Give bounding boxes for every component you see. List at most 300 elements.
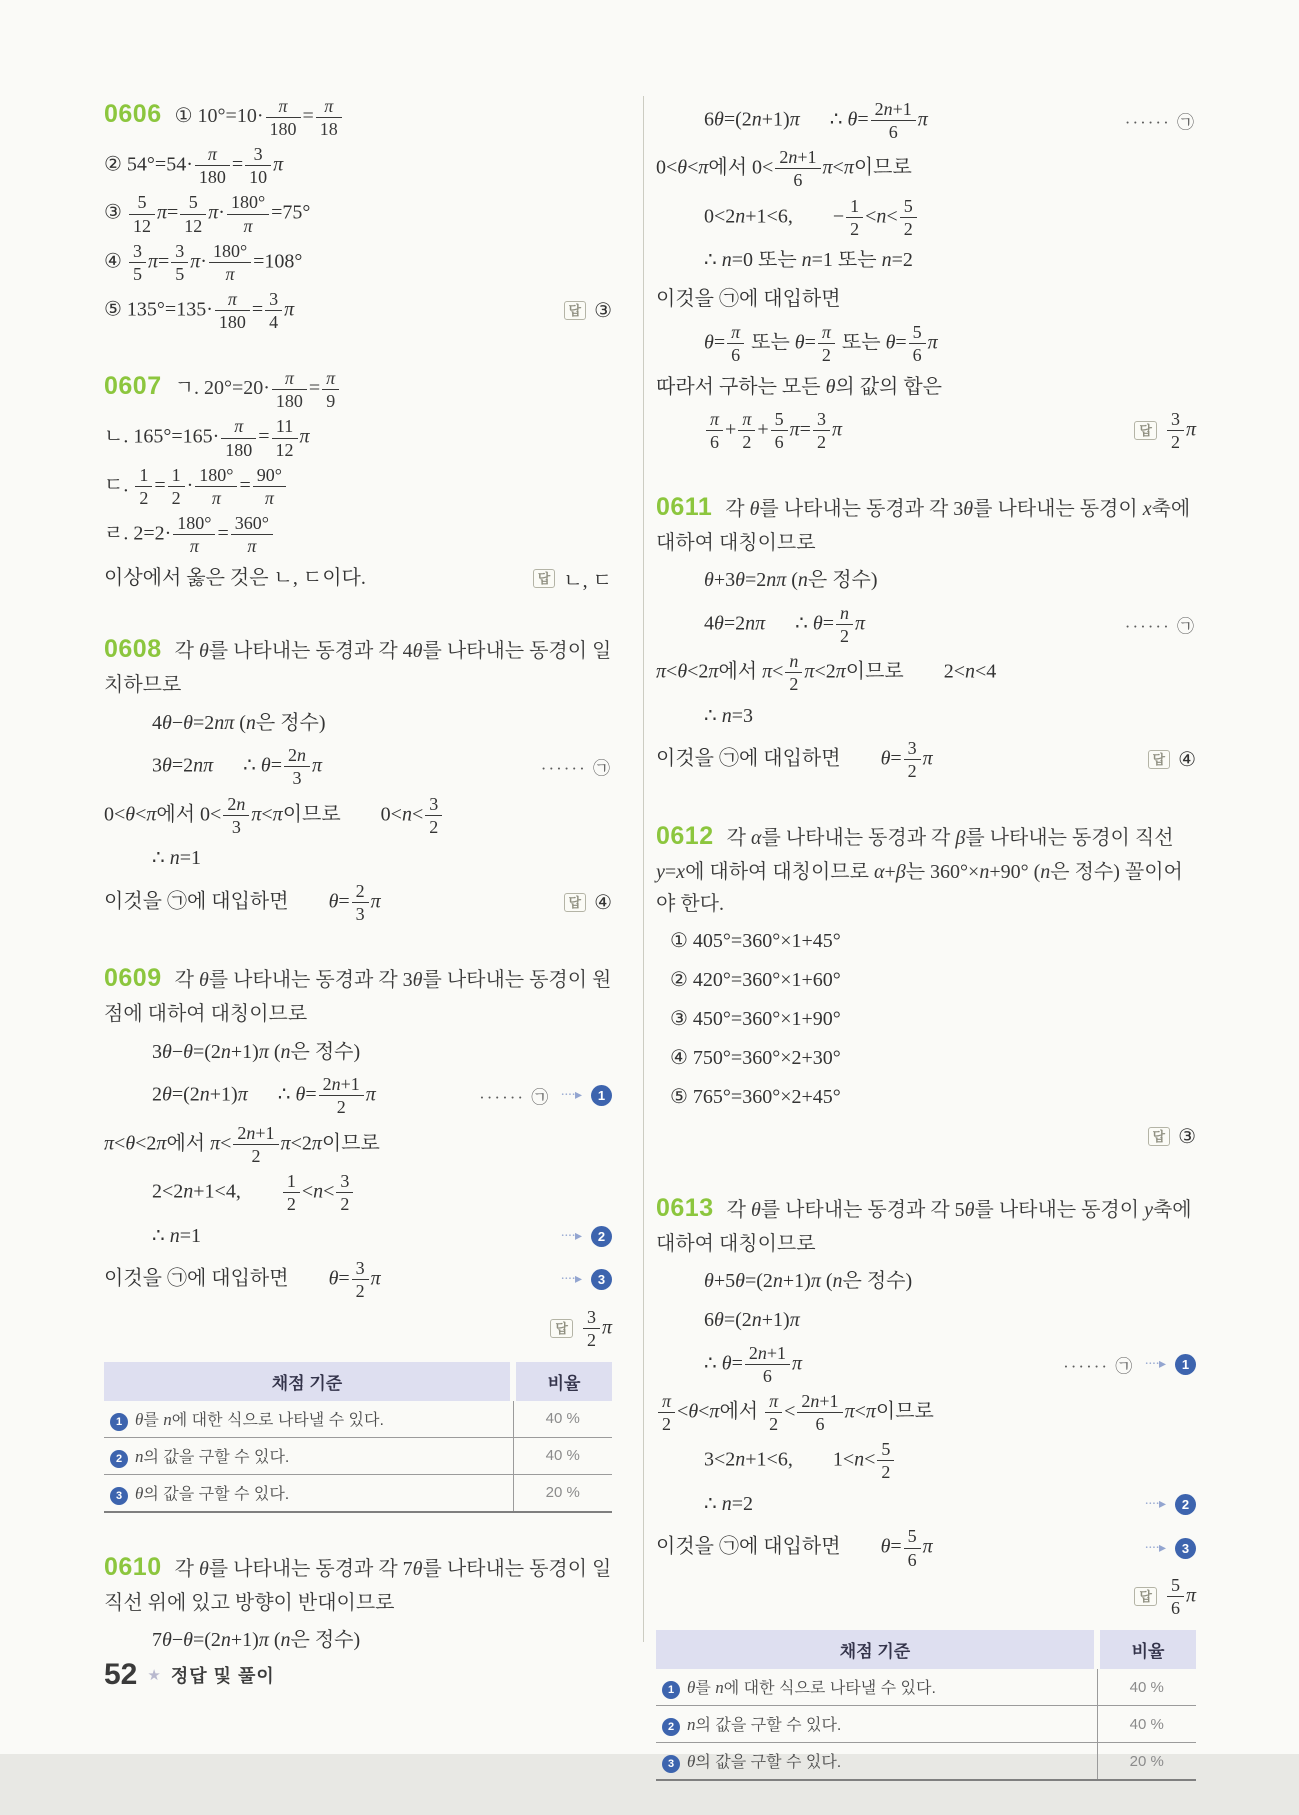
line-content: 이것을 ㉠에 대입하면 θ= $\frac{2}{3}$ π (104, 880, 381, 925)
math-italic: π (237, 1083, 248, 1106)
fraction-denominator: 2 (429, 816, 439, 837)
math-italic: π (280, 1131, 291, 1154)
math-italic: θ (847, 108, 858, 131)
fraction-denominator: 2 (789, 674, 799, 695)
math-italic: θ (183, 1629, 193, 1652)
fraction-numerator: 2n (223, 794, 249, 816)
math-italic: n (876, 204, 887, 227)
fraction-denominator: 2 (662, 1413, 672, 1434)
fraction-denominator: 2 (816, 432, 826, 453)
math-italic: n (735, 1448, 746, 1471)
math-italic: θ (677, 660, 688, 683)
table-row (104, 1474, 612, 1512)
grading-header-criteria: 채점 기준 (104, 1362, 513, 1401)
fraction (1167, 409, 1184, 452)
problem-heading (656, 816, 1196, 920)
answer-box-icon: 답 (564, 301, 587, 320)
math-italic: n (801, 249, 812, 272)
fraction (272, 416, 298, 459)
math-italic: π (708, 660, 719, 683)
step-badge-1: 1 (591, 1085, 612, 1106)
fraction (272, 368, 307, 411)
math-italic: θ (735, 569, 745, 592)
math-italic: β (895, 860, 906, 883)
math-italic: θ (260, 754, 271, 777)
math-italic: π (821, 321, 831, 342)
step-badge-1: 1 (110, 1413, 128, 1431)
math-italic: n (1040, 860, 1051, 883)
math-italic: π (789, 108, 800, 131)
equation-line (656, 603, 1196, 646)
math-italic: θ (812, 611, 823, 634)
grading-table-header (656, 1630, 1196, 1669)
math-italic: π (843, 156, 854, 179)
fraction-denominator: 180 (275, 391, 303, 412)
math-italic: θ (412, 640, 423, 663)
math-italic: θ (328, 1267, 339, 1290)
math-italic: θ (687, 1678, 696, 1698)
fraction-denominator: 3 (292, 768, 302, 789)
problem-number: 0606 (104, 100, 162, 128)
math-italic: θ (687, 1752, 696, 1772)
line-content: ㄹ. 2=2· $\frac{180^\circ}{\pi}$ = $\frac{360^\circ}{\pi}$ (104, 513, 275, 556)
fraction-numerator: 2 (352, 881, 369, 903)
text-line (656, 1526, 1196, 1569)
text-line (104, 144, 612, 187)
problem-number: 0612 (656, 821, 714, 850)
reference-mark: ······ ㉠ (1124, 113, 1196, 133)
fraction (171, 241, 188, 284)
equation-line (656, 1487, 1196, 1521)
math-italic: π (284, 298, 295, 321)
answer-value: ③ (594, 300, 612, 323)
line-right-group (1132, 1538, 1196, 1559)
fraction-numerator: 5 (877, 1439, 894, 1461)
answer-line (656, 1575, 1196, 1618)
line-right-group (1136, 1124, 1197, 1149)
math-italic: n (715, 1678, 724, 1698)
fraction-denominator: 6 (815, 1413, 825, 1434)
equation-line (656, 409, 1196, 452)
fraction (900, 196, 917, 239)
math-italic: n (721, 704, 732, 727)
math-italic: π (264, 487, 274, 508)
fraction (231, 513, 273, 556)
math-italic: π (365, 1083, 376, 1106)
step-badge-1: 1 (1175, 1354, 1196, 1375)
fraction-denominator: 9 (326, 391, 336, 412)
math-italic: θ (412, 969, 423, 992)
math-italic: n (883, 99, 893, 119)
math-italic: π (247, 536, 257, 557)
fraction-denominator: 180 (198, 167, 226, 188)
fraction-numerator: 1 (135, 465, 152, 487)
math-italic: π (207, 144, 217, 165)
math-italic: θ (198, 640, 209, 663)
grading-table-body (104, 1401, 612, 1512)
line-content: 이것을 ㉠에 대입하면 θ= $\frac{3}{2}$ π (656, 738, 933, 782)
fraction-denominator: 6 (912, 345, 922, 366)
fraction-denominator: 2 (171, 487, 181, 508)
math-italic: π (854, 611, 866, 634)
fraction (1167, 1575, 1184, 1618)
fraction-numerator (272, 368, 307, 390)
step-badge-3: 3 (110, 1487, 128, 1505)
text-line (656, 283, 1196, 317)
step-badge-3: 3 (662, 1755, 680, 1773)
math-italic: π (1185, 418, 1196, 441)
equation-line (104, 1624, 612, 1658)
fraction (583, 1307, 600, 1350)
step-badge-2: 2 (591, 1226, 612, 1247)
text-line (104, 465, 612, 508)
line-content: 3θ−θ=(2n+1)π (n은 정수) (152, 1040, 361, 1063)
fraction (129, 192, 155, 235)
math-italic: n (721, 249, 732, 272)
line-content: 이것을 ㉠에 대입하면 θ= $\frac{5}{6}$ π (656, 1526, 933, 1570)
math-italic: n (183, 1180, 194, 1203)
math-italic: n (832, 1270, 843, 1292)
reference-mark: ······ ㉠ (1124, 616, 1196, 636)
fraction-numerator: 3 (129, 241, 146, 263)
problem-heading (104, 629, 612, 701)
line-content: 6θ=(2n+1)π (704, 1309, 800, 1331)
fraction (336, 1171, 353, 1214)
fraction (129, 241, 146, 284)
math-italic: n (839, 602, 849, 623)
table-row (104, 1401, 612, 1438)
fraction (785, 651, 802, 694)
math-italic: π (234, 416, 244, 437)
math-italic: n (163, 1409, 172, 1429)
text-line (104, 241, 612, 284)
fraction-numerator (195, 144, 230, 166)
problem-heading (656, 487, 1196, 559)
fraction-numerator: 5 (900, 196, 917, 218)
fraction-denominator: 2 (340, 1194, 350, 1215)
math-italic: θ (677, 156, 688, 179)
fraction (253, 465, 286, 508)
answer-value: ④ (1178, 749, 1196, 772)
math-italic: π (865, 1400, 876, 1423)
problem-0609 (104, 958, 612, 1513)
math-italic: θ (125, 1131, 136, 1154)
step-badge-1: 1 (662, 1681, 680, 1699)
answer-value (581, 1307, 612, 1350)
equation-line (656, 196, 1196, 239)
answer-group (533, 564, 612, 593)
equation-line (104, 745, 612, 788)
problem-0612 (656, 816, 1196, 1154)
math-italic: n (331, 1074, 341, 1095)
fraction (223, 794, 249, 837)
answer-box-icon: 답 (564, 893, 587, 912)
line-right-group (548, 1226, 612, 1247)
fraction (846, 196, 863, 239)
fraction (352, 881, 369, 924)
math-italic: π (835, 660, 846, 683)
math-italic: π (211, 487, 221, 508)
line-content: 이것을 ㉠에 대입하면 θ= $\frac{3}{2}$ π (104, 1258, 381, 1302)
math-italic: θ (749, 497, 760, 520)
math-italic: π (225, 263, 235, 284)
math-italic: π (922, 1535, 933, 1558)
math-italic: π (917, 108, 928, 131)
grading-header-criteria: 채점 기준 (656, 1630, 1097, 1669)
math-italic: π (156, 201, 167, 224)
fraction-numerator: 3 (336, 1171, 353, 1193)
text-line (656, 1391, 1196, 1434)
text-line (104, 513, 612, 556)
heading-text: 각 θ를 나타내는 동경과 각 5θ를 나타내는 동경이 y축에 대하여 대칭이므로 (656, 1198, 1192, 1255)
math-italic: θ (735, 1270, 745, 1292)
math-italic: n (220, 1629, 231, 1652)
fraction (877, 1439, 894, 1482)
fraction-denominator (195, 487, 237, 508)
fraction-numerator (221, 416, 256, 438)
heading-text: 각 θ를 나타내는 동경과 각 7θ를 나타내는 동경이 일직선 위에 있고 방향이 반대이므로 (104, 1557, 612, 1614)
left-column (104, 94, 612, 1692)
fraction (727, 322, 744, 365)
answer-value: ㄴ, ㄷ (563, 569, 612, 592)
math-italic: θ (198, 969, 209, 992)
dashed-arrow-icon: ····▸ (560, 1272, 581, 1288)
fraction (180, 192, 206, 235)
grading-header-ratio: 비율 (513, 1362, 612, 1401)
line-content: ∴ n=1 (152, 1224, 202, 1247)
table-row (656, 1743, 1196, 1781)
math-italic: θ (328, 890, 339, 913)
math-italic: nπ (766, 569, 787, 592)
answer-value: ④ (594, 892, 612, 915)
fraction-numerator (836, 603, 853, 625)
math-italic: π (258, 1629, 269, 1652)
equation-line (104, 1171, 612, 1214)
line-content: ∴ n=1 (152, 847, 202, 870)
ratio-cell: 20 % (513, 1474, 612, 1512)
dashed-arrow-icon: ····▸ (560, 1228, 581, 1244)
math-italic: n (246, 1122, 256, 1143)
step-badge-2: 2 (662, 1718, 680, 1736)
answer-value (1165, 1575, 1196, 1618)
math-italic: θ (295, 1083, 306, 1106)
line-content: π<θ<2π에서 π< $\frac{n}{2}$ π<2π이므로 2<n<4 (656, 650, 997, 695)
math-italic: n (280, 1629, 291, 1652)
fraction (319, 1074, 364, 1117)
heading-text: 각 θ를 나타내는 동경과 각 3θ를 나타내는 동경이 원점에 대하여 대칭이므로 (104, 969, 612, 1026)
fraction (168, 465, 185, 508)
fraction-numerator (316, 96, 342, 118)
line-content: 7θ−θ=(2n+1)π (n은 정수) (152, 1629, 361, 1652)
math-italic: π (227, 289, 237, 309)
fraction (265, 289, 282, 332)
grading-header-row (104, 1362, 612, 1401)
line-content: ㄴ. 165°=165· $\frac{\pi}{180}$ = $\frac{11}{12}$ π (104, 416, 310, 460)
fraction-numerator: 3 (265, 289, 282, 311)
fraction-numerator (818, 322, 835, 344)
math-italic: π (922, 747, 933, 770)
line-right-group (1136, 747, 1197, 772)
text-line (656, 370, 1196, 404)
math-italic: π (243, 215, 253, 236)
fraction-denominator: 12 (132, 215, 151, 236)
fraction-denominator: 2 (839, 625, 849, 646)
answer-box-icon: 답 (1134, 1587, 1157, 1606)
fraction-numerator: 2n+1 (745, 1343, 790, 1365)
math-italic: θ (162, 1083, 172, 1106)
math-italic: n (687, 1715, 696, 1735)
text-line (104, 881, 612, 924)
math-italic: π (326, 368, 336, 389)
problem-heading (104, 958, 612, 1030)
line-right-group (529, 754, 612, 779)
math-italic: π (927, 331, 938, 354)
line-content: π<θ<2π에서 π< $\frac{2n+1}{2}$ π<2π이므로 (104, 1122, 380, 1166)
line-content: $\frac{\pi}{2}$ <θ<π에서 $\frac{\pi}{2}$ < $\frac{2n+1}{6}$ π<π이므로 (656, 1391, 934, 1434)
math-italic: n (280, 1040, 291, 1063)
step-badge-2: 2 (110, 1450, 128, 1468)
answer-box-icon: 답 (1148, 750, 1171, 769)
line-content: θ+3θ=2nπ (n은 정수) (704, 569, 878, 592)
math-italic: π (311, 1131, 322, 1154)
table-row (104, 1437, 612, 1474)
math-italic: π (324, 95, 334, 116)
line-content: 3θ=2nπ ∴ θ= $\frac{2n}{3}$ π (152, 745, 323, 789)
math-italic: π (311, 754, 323, 777)
criteria-cell: 1 θ를 n에 대한 식으로 나타낼 수 있다. (656, 1669, 1097, 1706)
fraction (797, 1391, 842, 1434)
math-italic: θ (825, 375, 836, 398)
answer-group (564, 298, 613, 323)
fraction-numerator: 5 (904, 1526, 921, 1548)
math-italic: θ (880, 1535, 891, 1558)
math-italic: n (979, 860, 990, 883)
fraction-numerator (785, 651, 802, 673)
math-italic: π (710, 409, 720, 430)
fraction (775, 147, 820, 190)
fraction-numerator: 3 (245, 144, 271, 166)
answer-line (104, 1307, 612, 1350)
fraction-denominator: 2 (769, 1413, 779, 1434)
math-italic: π (299, 425, 310, 448)
line-content: 6θ=(2n+1)π ∴ θ= $\frac{2n+1}{6}$ π (704, 99, 928, 143)
fraction (233, 1123, 278, 1166)
math-italic: θ (704, 569, 714, 592)
math-italic: θ (125, 802, 136, 825)
line-content: 따라서 구하는 모든 θ의 값의 합은 (656, 375, 942, 398)
fraction (871, 99, 916, 142)
math-italic: θ (964, 1198, 975, 1221)
math-italic: π (789, 1309, 800, 1331)
equation-line (656, 1343, 1196, 1386)
math-italic: n (810, 1390, 820, 1411)
answer-group (564, 890, 613, 915)
fraction-numerator: 5 (129, 192, 155, 214)
fraction-numerator (765, 1391, 782, 1413)
equation-line (656, 1304, 1196, 1338)
math-italic: θ (714, 1309, 724, 1331)
dashed-arrow-icon: ····▸ (1144, 1496, 1165, 1512)
line-content: 이것을 ㉠에 대입하면 (656, 288, 841, 311)
text-line (656, 964, 1196, 998)
table-row (656, 1669, 1196, 1706)
heading-text: ① 10°=10· $\frac{\pi}{180}$ = $\frac{\pi}{18}$ (175, 105, 344, 127)
line-content: ∴ n=0 또는 n=1 또는 n=2 (704, 249, 913, 272)
text-line (656, 1042, 1196, 1076)
math-italic: π (601, 1315, 612, 1338)
math-italic: π (258, 1040, 269, 1063)
equation-line (104, 842, 612, 876)
fraction-denominator: 2 (139, 487, 149, 508)
math-italic: π (789, 418, 800, 441)
math-italic: n (751, 1309, 762, 1331)
fraction-denominator (227, 215, 269, 236)
math-italic: θ (885, 331, 896, 354)
line-content: 2θ=(2n+1)π ∴ θ= $\frac{2n+1}{2}$ π (152, 1074, 376, 1118)
fraction (316, 96, 342, 139)
text-line (104, 289, 612, 332)
math-italic: θ (198, 1557, 209, 1580)
fraction-denominator: 2 (1170, 432, 1180, 453)
fraction-numerator: 2n+1 (319, 1074, 364, 1096)
fraction (215, 289, 250, 332)
fraction (813, 409, 830, 452)
line-content: $\frac{\pi}{6}$ + $\frac{\pi}{2}$ + $\frac{5}{6}$ π= $\frac{3}{2}$ π (704, 409, 842, 452)
problem-heading (656, 1188, 1196, 1260)
text-line (656, 1081, 1196, 1115)
fraction-numerator: 5 (771, 409, 788, 431)
math-italic: n (245, 711, 256, 734)
math-italic: θ (162, 754, 172, 777)
math-italic: n (772, 1270, 783, 1292)
answer-box-icon: 답 (533, 569, 556, 588)
fraction-denominator: 6 (731, 345, 741, 366)
equation-line (104, 1219, 612, 1253)
math-italic: π (104, 1131, 115, 1154)
equation-line (656, 244, 1196, 278)
equation-line (656, 699, 1196, 733)
fraction (245, 144, 271, 187)
math-italic: θ (794, 331, 805, 354)
reference-mark: ······ ㉠ (1063, 1356, 1135, 1376)
reference-mark: ······ ㉠ (540, 759, 612, 779)
fraction-numerator: 5 (180, 192, 206, 214)
text-line (656, 738, 1196, 781)
answer-group (1134, 409, 1196, 452)
column-divider (643, 96, 644, 1642)
line-right-group (1051, 1352, 1196, 1377)
ratio-cell: 40 % (1097, 1706, 1196, 1743)
math-italic: π (1185, 1584, 1196, 1606)
text-line (104, 561, 612, 595)
fraction (209, 241, 251, 284)
equation-line (104, 706, 612, 740)
fraction-numerator: 5 (1167, 1575, 1184, 1597)
line-content: 0<2n+1<6, − $\frac{1}{2}$ <n< $\frac{5}{2}$ (704, 196, 919, 239)
math-italic: π (792, 1351, 803, 1374)
equation-line (656, 1439, 1196, 1482)
grading-table-header (104, 1362, 612, 1401)
math-italic: π (146, 802, 157, 825)
math-italic: θ (135, 1409, 144, 1429)
math-italic: θ (162, 1040, 172, 1063)
math-italic: θ (704, 331, 714, 354)
ratio-cell: 40 % (1097, 1669, 1196, 1706)
math-italic: π (278, 95, 288, 116)
line-content: ③ 450°=360°×1+90° (670, 1008, 841, 1030)
fraction-numerator: 11 (272, 416, 298, 438)
math-italic: π (272, 802, 283, 825)
